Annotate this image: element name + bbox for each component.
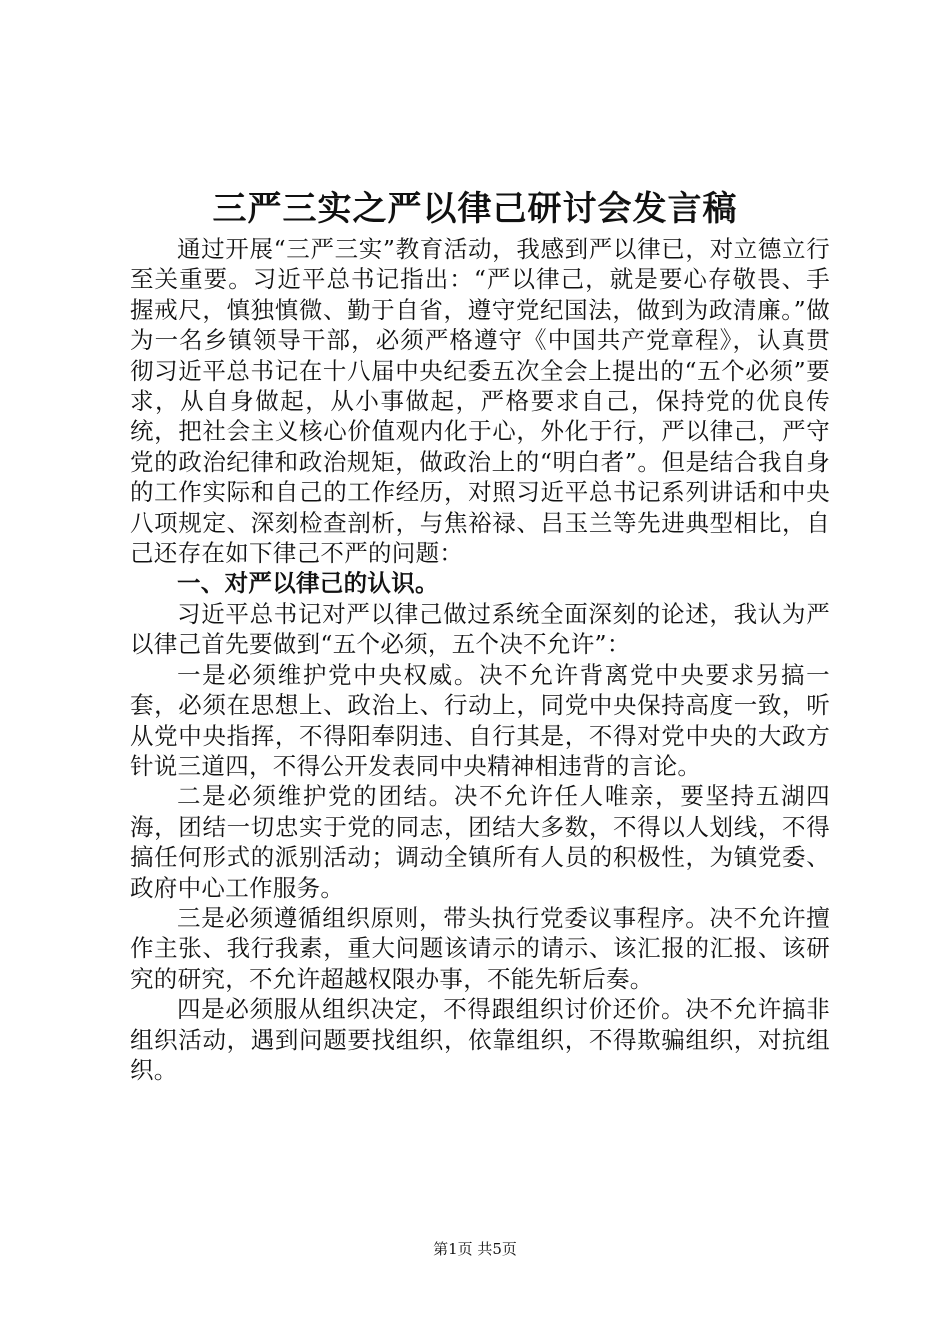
document-title: 三严三实之严以律己研讨会发言稿 xyxy=(212,189,738,229)
page-number-footer: 第1页 共5页 xyxy=(433,1240,517,1258)
paragraph-intro: 通过开展“三严三实”教育活动，我感到严以律已，对立德立行至关重要。习近平总书记指出：“严以律己，就是要心存敬畏、手握戒尺，慎独慎微、勤于自省，遵守党纪国法，做到为政清廉。”做为一名乡镇领导干部，必须严格遵守《中国共产党章程》，认真贯彻习近平总书记在十八届中央纪委五次全会上提出的“五个必须”要求，从自身做起，从小事做起，严格要求自己，保持党的优良传统，把社会主义核心价值观内化于心，外化于行，严以律己，严守党的政治纪律和政治规矩，做政治上的“明白者”。但是结合我自身的工作实际和自己的工作经历，对照习近平总书记系列讲话和中央八项规定、深刻检查剖析，与焦裕禄、吕玉兰等先进典型相比，自己还存在如下律己不严的问题： xyxy=(130,235,830,568)
paragraph-five-musts: 习近平总书记对严以律己做过系统全面深刻的论述，我认为严以律己首先要做到“五个必须，五个决不允许”： xyxy=(130,599,830,659)
document-body xyxy=(130,234,830,1085)
paragraph-point-4: 四是必须服从组织决定，不得跟组织讨价还价。决不允许搞非组织活动，遇到问题要找组织，依靠组织，不得欺骗组织，对抗组织。 xyxy=(130,995,830,1084)
paragraph-point-2: 二是必须维护党的团结。决不允许任人唯亲，要坚持五湖四海，团结一切忠实于党的同志，团结大多数，不得以人划线，不得搞任何形式的派别活动；调动全镇所有人员的积极性，为镇党委、政府中心工作服务。 xyxy=(130,782,830,902)
section-heading-1: 一、对严以律己的认识。 xyxy=(177,569,439,598)
paragraph-point-1: 一是必须维护党中央权威。决不允许背离党中央要求另搞一套，必须在思想上、政治上、行动上，同党中央保持高度一致，听从党中央指挥，不得阳奉阴违、自行其是，不得对党中央的大政方针说三道四，不得公开发表同中央精神相违背的言论。 xyxy=(130,660,830,780)
paragraph-point-3: 三是必须遵循组织原则，带头执行党委议事程序。决不允许擅作主张、我行我素，重大问题该请示的请示、该汇报的汇报、该研究的研究，不允许超越权限办事，不能先斩后奏。 xyxy=(130,903,830,993)
